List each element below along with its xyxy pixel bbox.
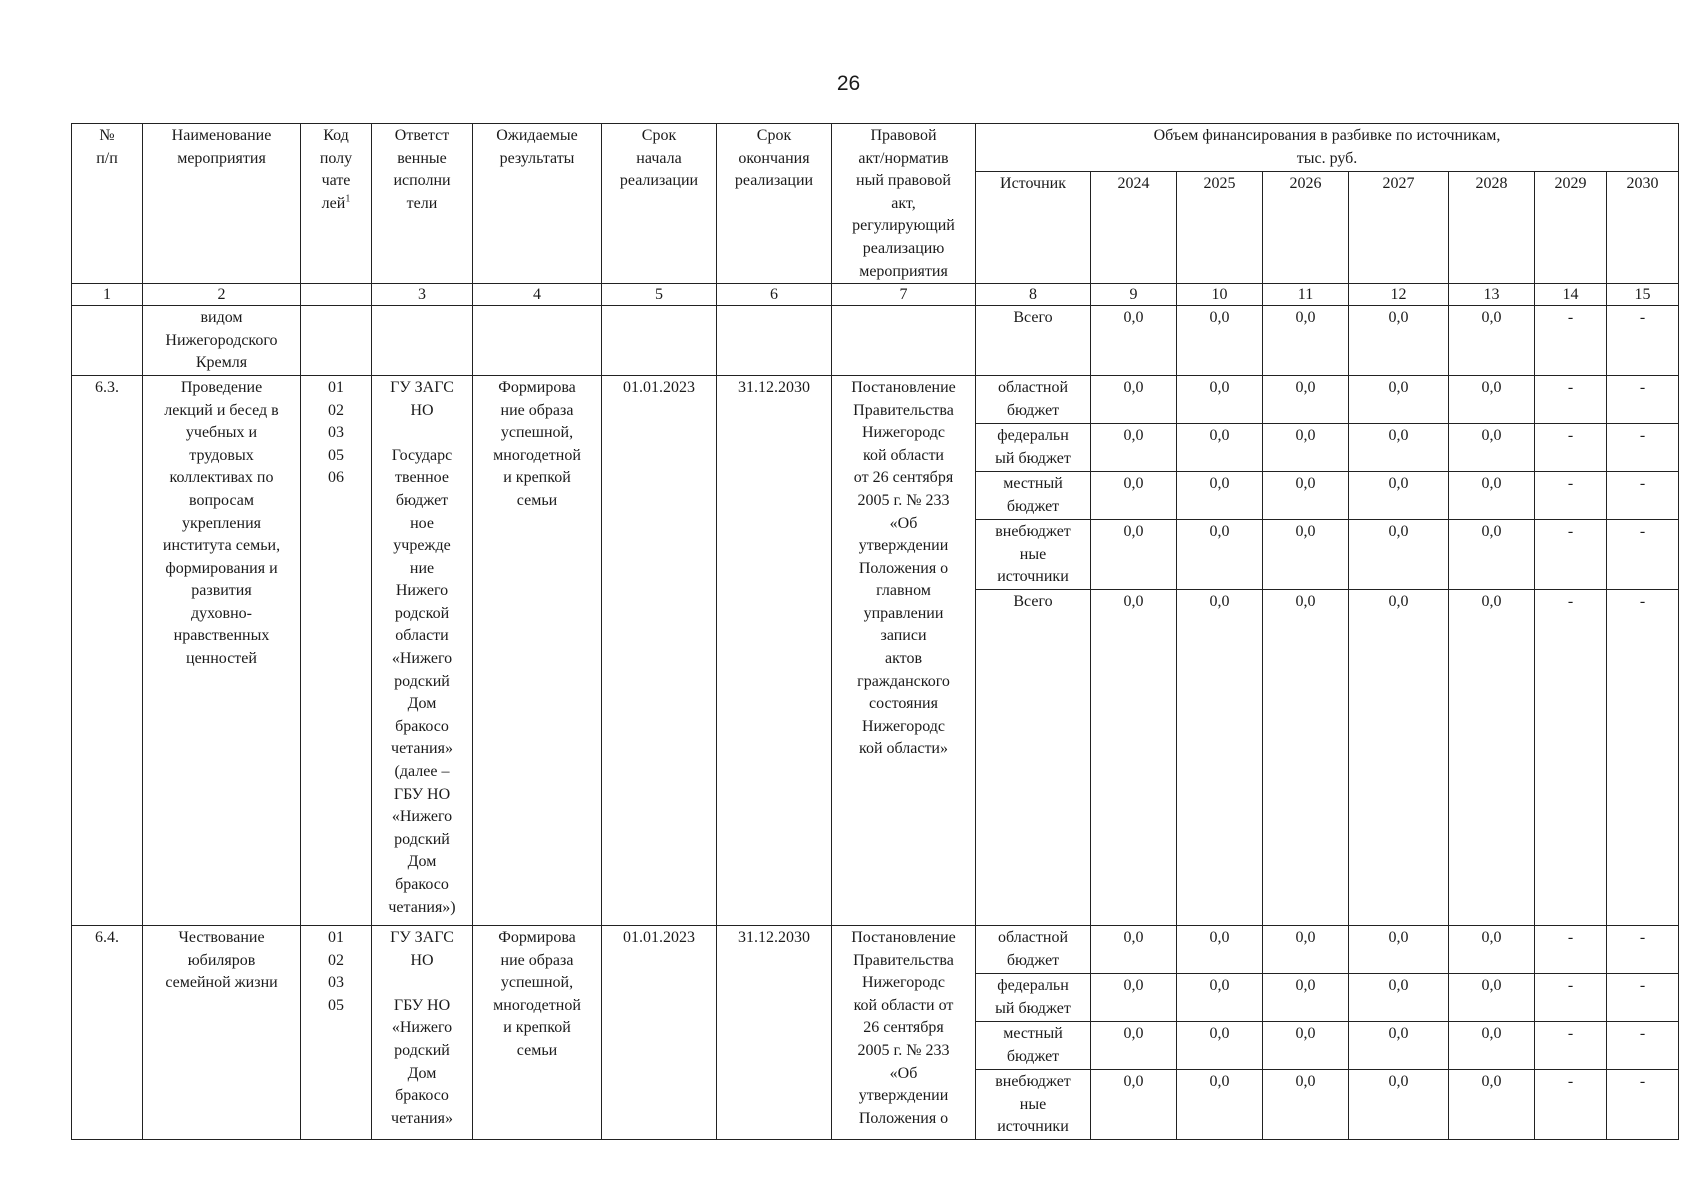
measure-name: Проведение лекций и бесед в учебных и трудовых коллективах по вопросам укрепления института семьи, формирования и развития духовно- нравственных ценностей — [143, 375, 301, 925]
column-number: 6 — [717, 284, 832, 306]
column-number: 13 — [1449, 284, 1535, 306]
funding-source: областной бюджет — [976, 925, 1091, 973]
funding-value: 0,0 — [1177, 375, 1263, 423]
funding-value: - — [1535, 1021, 1607, 1069]
header-executors: Ответст венные исполни тели — [372, 124, 473, 284]
funding-value: 0,0 — [1449, 519, 1535, 589]
funding-value: 0,0 — [1349, 375, 1449, 423]
header-year: 2025 — [1177, 172, 1263, 284]
cont-measure-name: видом Нижегородского Кремля — [143, 306, 301, 376]
header-financing: Объем финансирования в разбивке по источникам, тыс. руб. — [976, 124, 1679, 172]
end-date: 31.12.2030 — [717, 925, 832, 1139]
end-date: 31.12.2030 — [717, 375, 832, 925]
header-year: 2030 — [1607, 172, 1679, 284]
program-measures-table — [71, 123, 1679, 1140]
funding-value: - — [1607, 925, 1679, 973]
funding-value: 0,0 — [1263, 423, 1349, 471]
funding-value: 0,0 — [1349, 1021, 1449, 1069]
column-number: 12 — [1349, 284, 1449, 306]
funding-source: внебюджет ные источники — [976, 519, 1091, 589]
header-source: Источник — [976, 172, 1091, 284]
measure-row — [72, 375, 1679, 423]
cont-legal — [832, 306, 976, 376]
funding-value: - — [1607, 1021, 1679, 1069]
funding-value: - — [1535, 423, 1607, 471]
funding-value: - — [1607, 519, 1679, 589]
funding-source: федеральн ый бюджет — [976, 973, 1091, 1021]
funding-value: 0,0 — [1449, 423, 1535, 471]
funding-value: 0,0 — [1263, 589, 1349, 925]
funding-value: - — [1535, 375, 1607, 423]
cont-end — [717, 306, 832, 376]
column-number: 5 — [602, 284, 717, 306]
cont-num — [72, 306, 143, 376]
funding-value: 0,0 — [1349, 925, 1449, 973]
funding-source: местный бюджет — [976, 1021, 1091, 1069]
measure-row — [72, 925, 1679, 973]
cont-start — [602, 306, 717, 376]
start-date: 01.01.2023 — [602, 375, 717, 925]
start-date: 01.01.2023 — [602, 925, 717, 1139]
funding-source: федеральн ый бюджет — [976, 423, 1091, 471]
funding-source: местный бюджет — [976, 471, 1091, 519]
funding-value: 0,0 — [1349, 1069, 1449, 1139]
funding-value: 0,0 — [1449, 1021, 1535, 1069]
column-number: 9 — [1091, 284, 1177, 306]
cont-value: - — [1535, 306, 1607, 376]
funding-value: 0,0 — [1263, 925, 1349, 973]
cont-executors — [372, 306, 473, 376]
cont-value: 0,0 — [1091, 306, 1177, 376]
cont-value: 0,0 — [1177, 306, 1263, 376]
funding-value: 0,0 — [1449, 589, 1535, 925]
column-number: 14 — [1535, 284, 1607, 306]
cont-source: Всего — [976, 306, 1091, 376]
funding-value: 0,0 — [1091, 423, 1177, 471]
column-number: 1 — [72, 284, 143, 306]
funding-value: 0,0 — [1091, 471, 1177, 519]
header-row — [72, 124, 1679, 172]
column-number: 4 — [473, 284, 602, 306]
funding-value: 0,0 — [1349, 519, 1449, 589]
column-number: 3 — [372, 284, 473, 306]
funding-value: 0,0 — [1091, 925, 1177, 973]
header-year: 2026 — [1263, 172, 1349, 284]
column-number: 7 — [832, 284, 976, 306]
funding-value: 0,0 — [1349, 471, 1449, 519]
funding-value: - — [1607, 973, 1679, 1021]
header-legal: Правовой акт/норматив ный правовой акт, регулирующий реализацию мероприятия — [832, 124, 976, 284]
legal-act: Постановление Правительства Нижегородс кой области от 26 сентября 2005 г. № 233 «Об утверждении Положения о — [832, 925, 976, 1139]
funding-value: 0,0 — [1263, 519, 1349, 589]
cont-code — [301, 306, 372, 376]
funding-value: - — [1607, 375, 1679, 423]
funding-source: областной бюджет — [976, 375, 1091, 423]
funding-value: 0,0 — [1263, 375, 1349, 423]
funding-source: внебюджет ные источники — [976, 1069, 1091, 1139]
funding-value: 0,0 — [1449, 925, 1535, 973]
funding-value: - — [1607, 1069, 1679, 1139]
expected-results: Формирова ние образа успешной, многодетной и крепкой семьи — [473, 375, 602, 925]
column-number: 2 — [143, 284, 301, 306]
funding-value: 0,0 — [1349, 973, 1449, 1021]
header-code-text: Код полу чате лей — [319, 127, 353, 212]
measure-number: 6.4. — [72, 925, 143, 1139]
header-year: 2029 — [1535, 172, 1607, 284]
measure-name: Чествование юбиляров семейной жизни — [143, 925, 301, 1139]
funding-value: 0,0 — [1177, 589, 1263, 925]
page-number: 26 — [836, 72, 861, 95]
funding-value: - — [1535, 471, 1607, 519]
header-end: Срок окончания реализации — [717, 124, 832, 284]
column-number: 10 — [1177, 284, 1263, 306]
header-code — [301, 124, 372, 284]
funding-value: 0,0 — [1449, 471, 1535, 519]
funding-value: 0,0 — [1177, 423, 1263, 471]
legal-act: Постановление Правительства Нижегородс кой области от 26 сентября 2005 г. № 233 «Об утверждении Положения о главном управлении записи актов гражданского состояния Нижегородс кой области» — [832, 375, 976, 925]
responsible-executors: ГУ ЗАГС НО ГБУ НО «Нижего родский Дом бракосо четания» — [372, 925, 473, 1139]
funding-value: - — [1535, 973, 1607, 1021]
funding-value: 0,0 — [1091, 519, 1177, 589]
measure-number: 6.3. — [72, 375, 143, 925]
funding-value: 0,0 — [1091, 1021, 1177, 1069]
funding-value: 0,0 — [1349, 589, 1449, 925]
header-year: 2027 — [1349, 172, 1449, 284]
header-results: Ожидаемые результаты — [473, 124, 602, 284]
funding-value: 0,0 — [1091, 589, 1177, 925]
funding-value: - — [1535, 519, 1607, 589]
funding-value: 0,0 — [1263, 973, 1349, 1021]
funding-value: 0,0 — [1091, 375, 1177, 423]
funding-value: 0,0 — [1177, 1069, 1263, 1139]
footnote-mark: 1 — [345, 193, 351, 205]
funding-value: 0,0 — [1177, 519, 1263, 589]
funding-value: 0,0 — [1263, 1069, 1349, 1139]
funding-value: 0,0 — [1449, 973, 1535, 1021]
funding-value: - — [1607, 471, 1679, 519]
funding-value: 0,0 — [1177, 925, 1263, 973]
header-year: 2024 — [1091, 172, 1177, 284]
cont-value: 0,0 — [1449, 306, 1535, 376]
cont-value: - — [1607, 306, 1679, 376]
funding-source: Всего — [976, 589, 1091, 925]
funding-value: 0,0 — [1449, 375, 1535, 423]
funding-value: - — [1607, 423, 1679, 471]
header-year: 2028 — [1449, 172, 1535, 284]
funding-value: - — [1535, 925, 1607, 973]
funding-value: 0,0 — [1349, 423, 1449, 471]
expected-results: Формирова ние образа успешной, многодетной и крепкой семьи — [473, 925, 602, 1139]
funding-value: 0,0 — [1091, 973, 1177, 1021]
recipient-codes: 01 02 03 05 — [301, 925, 372, 1139]
funding-value: 0,0 — [1177, 973, 1263, 1021]
funding-value: 0,0 — [1263, 1021, 1349, 1069]
funding-value: - — [1535, 1069, 1607, 1139]
header-num: № п/п — [72, 124, 143, 284]
cont-value: 0,0 — [1263, 306, 1349, 376]
column-number: 15 — [1607, 284, 1679, 306]
column-number — [301, 284, 372, 306]
column-number: 11 — [1263, 284, 1349, 306]
column-numbers-row — [72, 284, 1679, 306]
funding-value: - — [1535, 589, 1607, 925]
cont-value: 0,0 — [1349, 306, 1449, 376]
funding-value: 0,0 — [1177, 471, 1263, 519]
funding-value: 0,0 — [1263, 471, 1349, 519]
header-name: Наименование мероприятия — [143, 124, 301, 284]
continuation-row — [72, 306, 1679, 376]
funding-value: 0,0 — [1449, 1069, 1535, 1139]
cont-results — [473, 306, 602, 376]
funding-value: 0,0 — [1177, 1021, 1263, 1069]
funding-value: 0,0 — [1091, 1069, 1177, 1139]
funding-value: - — [1607, 589, 1679, 925]
recipient-codes: 01 02 03 05 06 — [301, 375, 372, 925]
responsible-executors: ГУ ЗАГС НО Государс твенное бюджет ное учрежде ние Нижего родской области «Нижего родский Дом бракосо четания» (далее – ГБУ НО «Нижего родский Дом бракосо четания») — [372, 375, 473, 925]
column-number: 8 — [976, 284, 1091, 306]
header-start: Срок начала реализации — [602, 124, 717, 284]
